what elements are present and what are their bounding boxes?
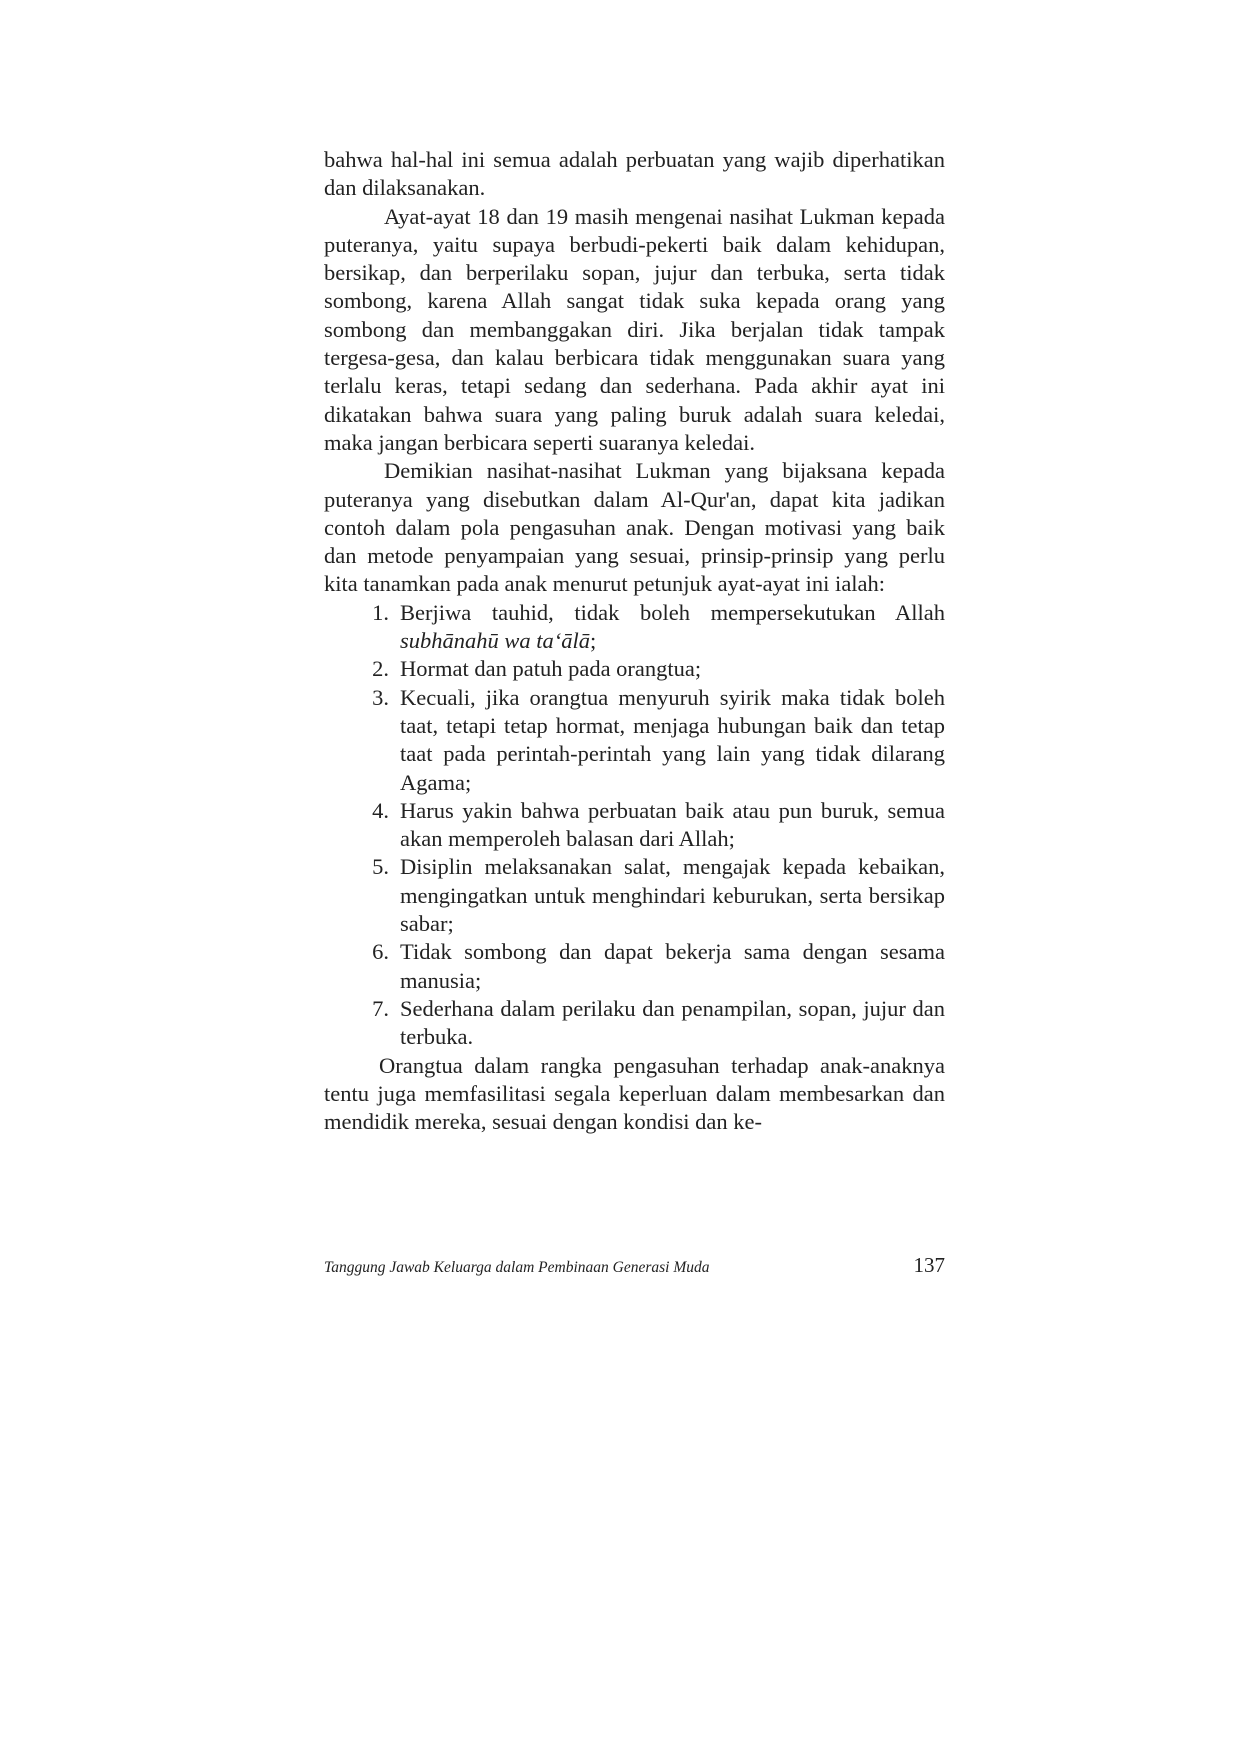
paragraph-lukman-advice: Ayat-ayat 18 dan 19 masih mengenai nasihat Lukman kepada puteranya, yaitu supaya berbudi-pekerti baik dalam kehidupan, bersikap, dan berperilaku sopan, jujur dan terbuka, serta tidak sombong, karena Allah sangat tidak suka kepada orang yang sombong dan membanggakan diri. Jika berjalan tidak tampak tergesa-gesa, dan kalau berbicara tidak menggunakan suara yang terlalu keras, tetapi sedang dan sederhana. Pada akhir ayat ini dikatakan bahwa suara yang paling buruk adalah suara keledai, maka jangan berbicara seperti suaranya keledai. <box>324 203 945 455</box>
list-item-number: 2. <box>372 656 389 682</box>
paragraph-continuation: bahwa hal-hal ini semua adalah perbuatan yang wajib diperhatikan dan dilaksanakan. <box>324 147 945 201</box>
list-item-number: 6. <box>372 939 389 965</box>
list-item-text: Berjiwa tauhid, tidak boleh mempersekutukan Allah <box>400 599 945 625</box>
list-item-italic-phrase: subhānahū wa ta‘ālā <box>400 628 591 654</box>
list-item-number: 5. <box>372 854 389 880</box>
paragraph-principles-intro: Demikian nasihat-nasihat Lukman yang bijaksana kepada puteranya yang disebutkan dalam Al-Qur'an, dapat kita jadikan contoh dalam pola pengasuhan anak. Dengan motivasi yang baik dan metode penyampaian yang sesuai, prinsip-prinsip yang perlu kita tanamkan pada anak menurut petunjuk ayat-ayat ini ialah: <box>324 458 945 597</box>
list-item-number: 4. <box>372 797 389 823</box>
list-item-text: Disiplin melaksanakan salat, mengajak kepada kebaikan, mengingatkan untuk menghindari keburukan, serta bersikap sabar; <box>400 854 945 937</box>
list-item-punctuation: ; <box>590 628 597 654</box>
list-item-text: Hormat dan patuh pada orangtua; <box>400 656 702 682</box>
page-number: 137 <box>913 1253 945 1277</box>
principles-list <box>324 599 945 1052</box>
list-item-number: 1. <box>372 599 389 625</box>
list-item-text: Harus yakin bahwa perbuatan baik atau pun buruk, semua akan memperoleh balasan dari Allah; <box>400 797 945 852</box>
list-item-number: 3. <box>372 684 389 710</box>
list-item-text: Sederhana dalam perilaku dan penampilan, sopan, jujur dan terbuka. <box>400 995 945 1050</box>
list-item <box>324 599 945 656</box>
list-item <box>324 938 945 995</box>
list-item-text: Tidak sombong dan dapat bekerja sama dengan sesama manusia; <box>400 939 945 993</box>
list-item <box>324 684 945 797</box>
list-item <box>324 797 945 854</box>
paragraph-parenting-facilities: Orangtua dalam rangka pengasuhan terhadap anak-anaknya tentu juga memfasilitasi segala keperluan dalam membesarkan dan mendidik mereka, sesuai dengan kondisi dan ke- <box>324 1052 945 1135</box>
list-item <box>324 655 945 683</box>
list-item-text: Kecuali, jika orangtua menyuruh syirik maka tidak boleh taat, tetapi tetap hormat, menjaga hubungan baik dan tetap taat pada perintah-perintah yang lain yang tidak dilarang Agama; <box>400 684 945 795</box>
list-item-number: 7. <box>372 995 389 1021</box>
running-footer-title: Tanggung Jawab Keluarga dalam Pembinaan Generasi Muda <box>324 1259 710 1276</box>
page-footer <box>324 1253 945 1278</box>
page-body <box>324 146 945 1136</box>
list-item <box>324 995 945 1052</box>
list-item <box>324 853 945 938</box>
